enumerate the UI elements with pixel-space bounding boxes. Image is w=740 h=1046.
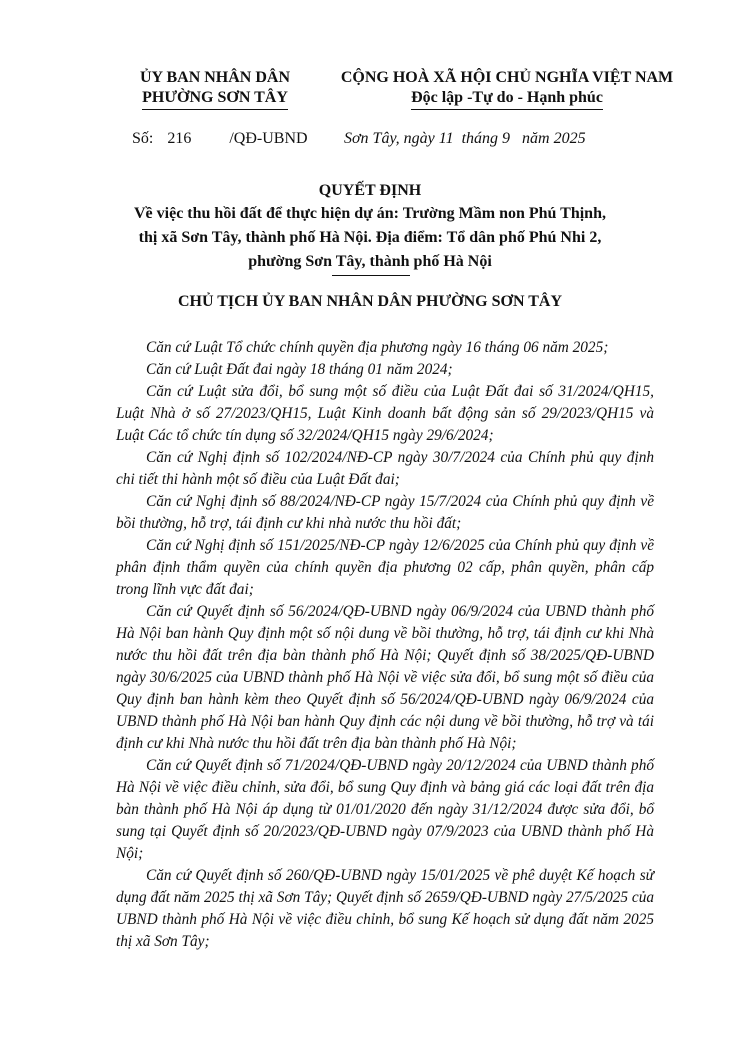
subject-line-2: thị xã Sơn Tây, thành phố Hà Nội. Địa điểm: Tổ dân phố Phú Nhi 2, [138, 229, 602, 246]
nation-name: CỘNG HOÀ XÃ HỘI CHỦ NGHĨA VIỆT NAM [340, 69, 674, 86]
legal-basis-paragraph: Căn cứ Quyết định số 260/QĐ-UBND ngày 15/01/2025 về phê duyệt Kế hoạch sử dụng đất năm 2025 thị xã Sơn Tây; Quyết định số 2659/QĐ-UBND ngày 27/5/2025 của UBND thành phố Hà Nội về việc điều chỉnh, bổ sung Kế hoạch sử dụng đất năm 2025 thị xã Sơn Tây; [116, 867, 654, 950]
date-place: Sơn Tây, ngày 11 tháng 9 năm 2025 [344, 130, 586, 147]
subject-underline [332, 275, 410, 276]
motto: Độc lập -Tự do - Hạnh phúc [411, 88, 603, 110]
subject-line-3: phường Sơn Tây, thành phố Hà Nội [248, 253, 492, 270]
document-number-suffix: /QĐ-UBND [229, 130, 308, 147]
authority-line-2: PHƯỜNG SƠN TÂY [142, 88, 288, 110]
document-number-value: 216 [167, 130, 192, 147]
document-subject [100, 202, 640, 274]
legal-basis-paragraph: Căn cứ Nghị định số 102/2024/NĐ-CP ngày 30/7/2024 của Chính phủ quy định chi tiết thi hành một số điều của Luật Đất đai; [116, 449, 654, 488]
legal-basis-paragraph: Căn cứ Nghị định số 88/2024/NĐ-CP ngày 15/7/2024 của Chính phủ quy định về bồi thường, hỗ trợ, tái định cư khi nhà nước thu hồi đất; [116, 493, 654, 532]
legal-basis-paragraph: Căn cứ Luật sửa đổi, bổ sung một số điều của Luật Đất đai số 31/2024/QH15, Luật Nhà ở số 27/2023/QH15, Luật Kinh doanh bất động sản số 29/2023/QH15 và Luật Các tổ chức tín dụng số 32/2024/QH15 ngày 29/6/2024; [116, 383, 654, 444]
subject-line-1: Về việc thu hồi đất để thực hiện dự án: Trường Mầm non Phú Thịnh, [134, 205, 606, 222]
legal-basis-paragraph: Căn cứ Nghị định số 151/2025/NĐ-CP ngày 12/6/2025 của Chính phủ quy định về phân định thẩm quyền của chính quyền địa phương 02 cấp, phân quyền, phân cấp trong lĩnh vực đất đai; [116, 537, 654, 598]
legal-basis-paragraph: Căn cứ Luật Đất đai ngày 18 tháng 01 năm 2024; [146, 361, 453, 378]
document-number [132, 130, 308, 148]
legal-basis-paragraph: Căn cứ Luật Tổ chức chính quyền địa phương ngày 16 tháng 06 năm 2025; [146, 339, 609, 356]
issuing-authority [120, 68, 310, 110]
national-motto [322, 68, 692, 110]
legal-basis-paragraph: Căn cứ Quyết định số 56/2024/QĐ-UBND ngày 06/9/2024 của UBND thành phố Hà Nội ban hành Quy định một số nội dung về bồi thường, hỗ trợ, tái định cư khi Nhà nước thu hồi đất trên địa bàn thành phố Hà Nội; Quyết định số 38/2025/QĐ-UBND ngày 30/6/2025 của UBND thành phố Hà Nội về việc sửa đổi, bổ sung một số điều của Quy định ban hành kèm theo Quyết định số 56/2024/QĐ-UBND ngày 06/9/2024 của UBND thành phố Hà Nội ban hành Quy định các nội dung về bồi thường, hỗ trợ và tái định cư khi Nhà nước thu hồi đất trên địa bàn thành phố Hà Nội; [116, 603, 654, 752]
authority-line-1: ỦY BAN NHÂN DÂN [139, 69, 291, 86]
issuing-official: CHỦ TỊCH ỦY BAN NHÂN DÂN PHƯỜNG SƠN TÂY [177, 293, 563, 310]
document-number-prefix: Số: [132, 130, 154, 147]
legal-basis-paragraph: Căn cứ Quyết định số 71/2024/QĐ-UBND ngày 20/12/2024 của UBND thành phố Hà Nội về việc điều chỉnh, sửa đổi, bổ sung Quy định và bảng giá các loại đất trên địa bàn thành phố Hà Nội áp dụng từ 01/01/2020 đến ngày 31/12/2024 được sửa đổi, bổ sung tại Quyết định số 20/2023/QĐ-UBND ngày 07/9/2023 của UBND thành phố Hà Nội; [116, 757, 654, 862]
legal-bases [116, 337, 654, 953]
document-title: QUYẾT ĐỊNH [318, 182, 422, 199]
